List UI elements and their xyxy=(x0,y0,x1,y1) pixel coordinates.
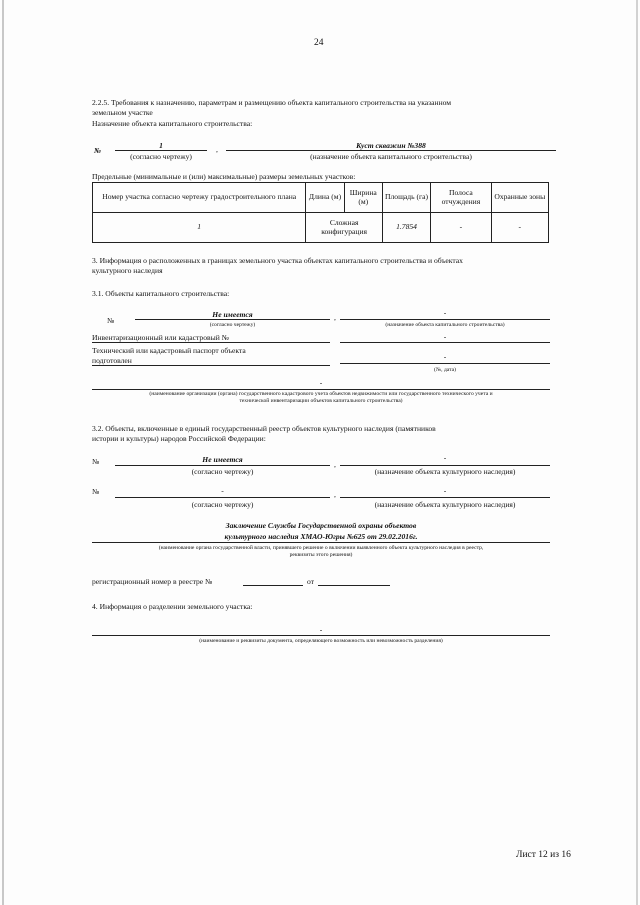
section-31-heading: 3.1. Объекты капитального строительства: xyxy=(92,289,230,298)
registry-label: регистрационный номер в реестре № xyxy=(92,577,213,586)
division-line xyxy=(92,635,550,636)
heritage-purpose-caption: (назначение объекта культурного наследия) xyxy=(374,500,516,509)
table-header: Полоса отчуждения xyxy=(431,183,491,213)
passport-left-line xyxy=(92,365,330,366)
obj-value: Не имеется xyxy=(212,310,253,319)
table-cell: 1 xyxy=(93,213,306,243)
sheet-footer: Лист 12 из 16 xyxy=(516,850,571,860)
org-caption-2: технической инвентаризации объектов капитального строительства) xyxy=(239,398,403,404)
sizes-label: Предельные (минимальные и (или) максимальные) размеры земельных участков: xyxy=(92,172,356,181)
heritage-purpose-value: - xyxy=(443,486,447,495)
division-value: - xyxy=(319,625,323,634)
passport-value: - xyxy=(443,352,447,361)
conclusion-caption-2: реквизиты этого решения) xyxy=(289,552,353,558)
inventory-left-line xyxy=(92,342,330,343)
table-cell: Сложная конфигурация xyxy=(306,213,383,243)
table-header: Охранные зоны xyxy=(491,183,548,213)
scan-edge-right xyxy=(636,0,638,905)
conclusion-line-2: культурного наследия ХМАО-Югры №625 от 29.02.2016г. xyxy=(224,532,418,541)
number-line xyxy=(115,150,207,151)
date-caption: (№, дата) xyxy=(433,367,457,373)
heritage-no-label: № xyxy=(92,487,100,496)
number-caption: (согласно чертежу) xyxy=(130,152,192,161)
registry-number-line xyxy=(243,585,303,586)
passport-label-2: подготовлен xyxy=(92,356,132,365)
obj-purpose-line xyxy=(340,319,550,320)
number-value: 1 xyxy=(159,141,163,150)
heritage-purpose-caption: (назначение объекта культурного наследия) xyxy=(374,467,516,476)
registry-date-line xyxy=(318,585,390,586)
conclusion-caption-1: (наименование органа государственной власти, принявшего решение о включении выявленного объекта культурного наследия в реестр, xyxy=(158,545,484,551)
passport-label-1: Технический или кадастровый паспорт объекта xyxy=(92,346,246,355)
heritage-purpose-line xyxy=(340,497,550,498)
section-4-heading: 4. Информация о разделении земельного участка: xyxy=(92,602,253,611)
inventory-line xyxy=(340,342,550,343)
conclusion-line xyxy=(92,542,550,543)
table-cell: 1.7854 xyxy=(382,213,430,243)
table-cell: - xyxy=(491,213,548,243)
table-header: Номер участка согласно чертежу градостроительного плана xyxy=(93,183,306,213)
org-line xyxy=(92,389,550,390)
no-label: № xyxy=(94,146,101,155)
org-value: - xyxy=(319,378,323,387)
section-225-heading-2: земельном участке xyxy=(92,108,153,117)
purpose-value: Куст скважин №388 xyxy=(356,141,426,150)
obj-line xyxy=(135,319,330,320)
obj-caption: (согласно чертежу) xyxy=(209,322,256,328)
page-number: 24 xyxy=(314,38,324,48)
purpose-caption: (назначение объекта капитального строительства) xyxy=(310,152,472,161)
table-cell: - xyxy=(431,213,491,243)
comma: , xyxy=(216,145,218,154)
org-caption-1: (наименование организации (органа) государственного кадастрового учета объектов недвижимости или государственного технического учета и xyxy=(149,391,493,397)
section-3-heading-1: 3. Информация о расположенных в границах земельного участка объектах капитального строительства и объектах xyxy=(92,256,463,265)
heritage-line xyxy=(115,497,330,498)
table-header: Длина (м) xyxy=(306,183,344,213)
heritage-purpose-value: - xyxy=(443,453,447,462)
obj-purpose-caption: (назначение объекта капитального строительства) xyxy=(385,322,505,328)
obj-no-label: № xyxy=(107,316,115,325)
comma: , xyxy=(334,313,336,322)
section-32-heading-1: 3.2. Объекты, включенные в единый государственный реестр объектов культурного наследия (памятников xyxy=(92,424,436,433)
land-size-table xyxy=(92,182,549,243)
heritage-caption: (согласно чертежу) xyxy=(191,467,254,476)
heritage-value: Не имеется xyxy=(202,455,243,464)
table-header: Ширина (м) xyxy=(344,183,382,213)
heritage-caption: (согласно чертежу) xyxy=(191,500,254,509)
passport-line xyxy=(340,363,550,364)
purpose-line xyxy=(226,150,556,151)
inventory-label: Инвентаризационный или кадастровый № xyxy=(92,333,229,342)
scan-edge-left xyxy=(2,0,4,905)
table-header: Площадь (га) xyxy=(382,183,430,213)
heritage-purpose-line xyxy=(340,465,550,466)
obj-purpose-value: - xyxy=(443,308,447,317)
purpose-label: Назначение объекта капитального строительства: xyxy=(92,119,253,128)
section-3-heading-2: культурного наследия xyxy=(92,266,163,275)
heritage-line xyxy=(115,465,330,466)
section-225-heading-1: 2.2.5. Требования к назначению, параметрам и размещению объекта капитального строительства на указанном xyxy=(92,98,452,107)
section-32-heading-2: истории и культуры) народов Российской Федерации: xyxy=(92,434,266,443)
conclusion-line-1: Заключение Службы Государственной охраны объектов xyxy=(225,521,417,530)
heritage-no-label: № xyxy=(92,457,100,466)
inventory-value: - xyxy=(443,332,447,341)
comma: , xyxy=(334,490,336,499)
comma: , xyxy=(334,460,336,469)
heritage-value: - xyxy=(221,486,224,495)
registry-from: от xyxy=(307,577,315,586)
division-caption: (наименование и реквизиты документа, определяющего возможность или невозможность разделения) xyxy=(199,638,443,644)
